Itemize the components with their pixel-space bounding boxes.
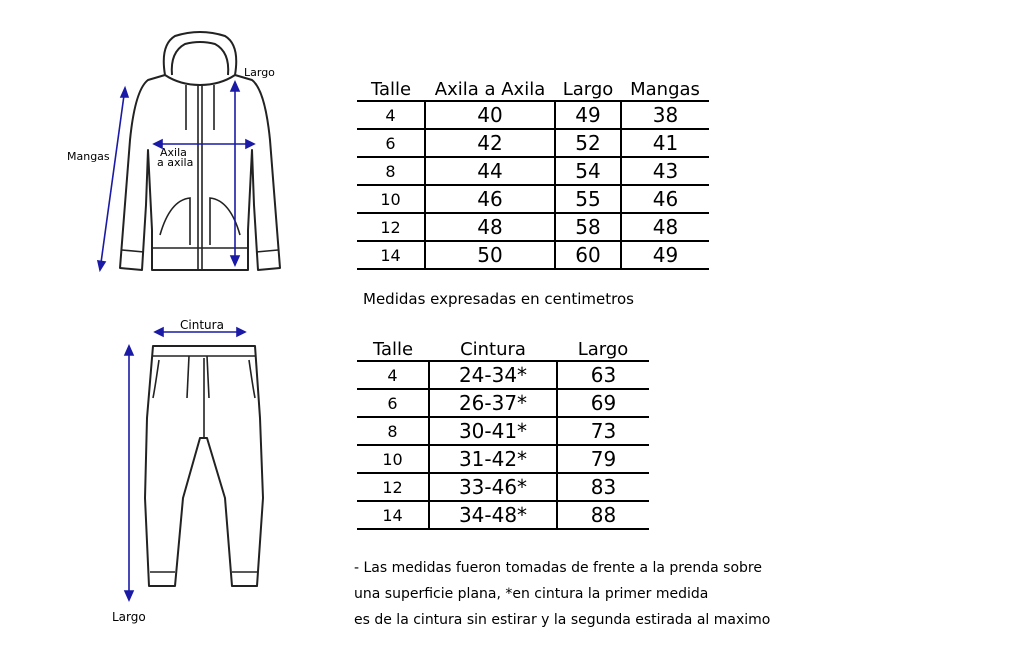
cell-largo: 69 [557, 389, 649, 417]
cell-talle: 14 [357, 241, 425, 269]
pants-size-table [357, 330, 649, 530]
table-row [357, 389, 649, 417]
pants-largo-label: Largo [112, 610, 146, 624]
note-line: - Las medidas fueron tomadas de frente a la prenda sobre [354, 560, 762, 576]
cell-mangas: 49 [621, 241, 709, 269]
cell-largo: 58 [555, 213, 621, 241]
hoodie-mangas-label: Mangas [67, 150, 110, 163]
table-row [357, 129, 709, 157]
units-caption: Medidas expresadas en centimetros [363, 290, 634, 308]
cell-axila: 46 [425, 185, 555, 213]
cell-axila: 42 [425, 129, 555, 157]
col-talle: Talle [357, 330, 429, 361]
cell-axila: 48 [425, 213, 555, 241]
table-row [357, 157, 709, 185]
cell-cintura: 30-41* [429, 417, 557, 445]
col-largo: Largo [557, 330, 649, 361]
cell-cintura: 34-48* [429, 501, 557, 529]
hoodie-largo-label: Largo [244, 66, 275, 79]
cell-talle: 4 [357, 361, 429, 389]
hoodie-axila-label-2: a axila [157, 156, 194, 169]
cell-largo: 49 [555, 101, 621, 129]
cell-largo: 79 [557, 445, 649, 473]
cell-talle: 12 [357, 213, 425, 241]
col-cintura: Cintura [429, 330, 557, 361]
cell-largo: 60 [555, 241, 621, 269]
cell-cintura: 33-46* [429, 473, 557, 501]
note-line: es de la cintura sin estirar y la segunda estirada al maximo [354, 612, 771, 628]
cell-axila: 40 [425, 101, 555, 129]
cell-largo: 52 [555, 129, 621, 157]
col-talle: Talle [357, 70, 425, 101]
cell-talle: 6 [357, 389, 429, 417]
table-row [357, 501, 649, 529]
hoodie-axila-label: Axila [160, 146, 187, 159]
cell-largo: 88 [557, 501, 649, 529]
table-row [357, 241, 709, 269]
table-row [357, 473, 649, 501]
col-axila: Axila a Axila [425, 70, 555, 101]
table-row [357, 361, 649, 389]
cell-axila: 50 [425, 241, 555, 269]
cell-mangas: 41 [621, 129, 709, 157]
col-mangas: Mangas [621, 70, 709, 101]
note-line: una superficie plana, *en cintura la primer medida [354, 586, 709, 602]
col-largo: Largo [555, 70, 621, 101]
table-row [357, 101, 709, 129]
cell-mangas: 43 [621, 157, 709, 185]
cell-largo: 55 [555, 185, 621, 213]
cell-talle: 8 [357, 417, 429, 445]
measurement-notes [354, 555, 770, 633]
cell-axila: 44 [425, 157, 555, 185]
cell-largo: 73 [557, 417, 649, 445]
cell-largo: 83 [557, 473, 649, 501]
cell-largo: 63 [557, 361, 649, 389]
cell-mangas: 46 [621, 185, 709, 213]
cell-talle: 4 [357, 101, 425, 129]
cell-talle: 10 [357, 185, 425, 213]
table-row [357, 445, 649, 473]
cell-largo: 54 [555, 157, 621, 185]
cell-talle: 10 [357, 445, 429, 473]
cell-cintura: 31-42* [429, 445, 557, 473]
cell-mangas: 38 [621, 101, 709, 129]
cell-talle: 8 [357, 157, 425, 185]
pants-illustration [115, 318, 275, 618]
table-row [357, 213, 709, 241]
hoodie-size-table [357, 70, 709, 270]
cell-cintura: 26-37* [429, 389, 557, 417]
cell-cintura: 24-34* [429, 361, 557, 389]
pants-cintura-label: Cintura [180, 318, 224, 332]
cell-talle: 6 [357, 129, 425, 157]
table-row [357, 417, 649, 445]
cell-talle: 14 [357, 501, 429, 529]
cell-mangas: 48 [621, 213, 709, 241]
table-row [357, 185, 709, 213]
cell-talle: 12 [357, 473, 429, 501]
